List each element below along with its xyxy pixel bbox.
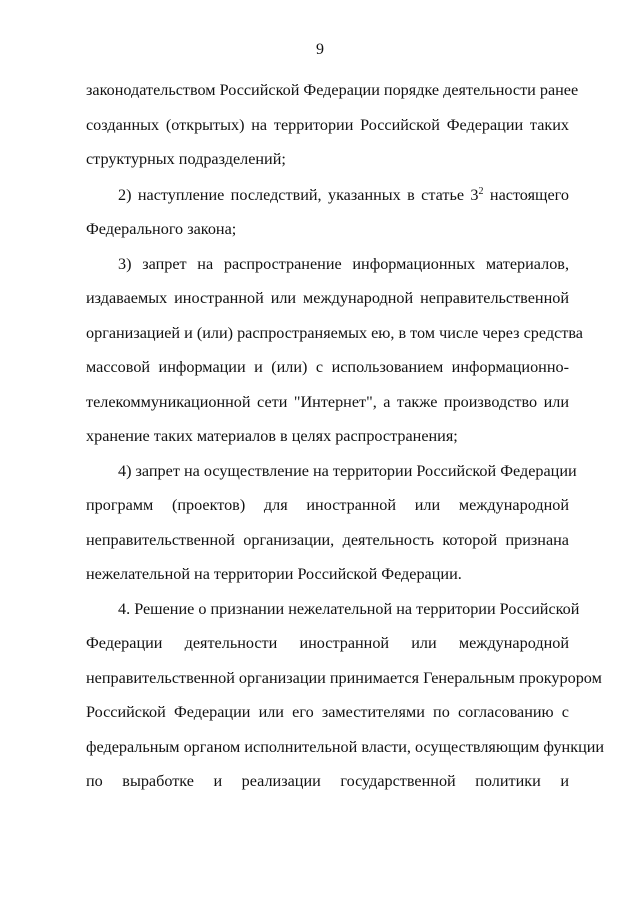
text-line: организацией и (или) распространяемых ею, в том числе через средства — [86, 324, 583, 342]
text-line: неправительственной организации принимается Генеральным прокурором — [86, 669, 602, 687]
text-line — [118, 185, 569, 205]
text-line: 4. Решение о признании нежелательной на территории Российской — [118, 600, 580, 618]
text-line: 3) запрет на распространение информационных материалов, — [118, 255, 569, 273]
text-line: 4) запрет на осуществление на территории Российской Федерации — [118, 462, 577, 480]
text-line: Федерации деятельности иностранной или международной — [86, 634, 569, 652]
page-number: 9 — [316, 41, 324, 58]
text-line: созданных (открытых) на территории Российской Федерации таких — [86, 116, 569, 134]
text-line: по выработке и реализации государственной политики и — [86, 772, 569, 790]
text-line: структурных подразделений; — [86, 150, 286, 168]
text-line: Федерального закона; — [86, 220, 237, 238]
text-line: телекоммуникационной сети "Интернет", а также производство или — [86, 393, 569, 411]
text-line: неправительственной организации, деятельность которой признана — [86, 531, 569, 549]
text-line: массовой информации и (или) с использованием информационно- — [86, 358, 569, 376]
text-line: издаваемых иностранной или международной неправительственной — [86, 289, 569, 307]
text-line: программ (проектов) для иностранной или международной — [86, 496, 569, 514]
text-line: законодательством Российской Федерации порядке деятельности ранее — [86, 81, 579, 99]
text-line: федеральным органом исполнительной власти, осуществляющим функции — [86, 738, 605, 756]
text-line: хранение таких материалов в целях распространения; — [86, 427, 458, 445]
text-fragment: настоящего — [489, 186, 570, 204]
superscript: 2 — [478, 186, 484, 197]
text-fragment: 2) наступление последствий, указанных в статье 3 — [118, 186, 479, 204]
text-line: Российской Федерации или его заместителями по согласованию с — [86, 703, 569, 721]
text-line: нежелательной на территории Российской Федерации. — [86, 565, 462, 583]
